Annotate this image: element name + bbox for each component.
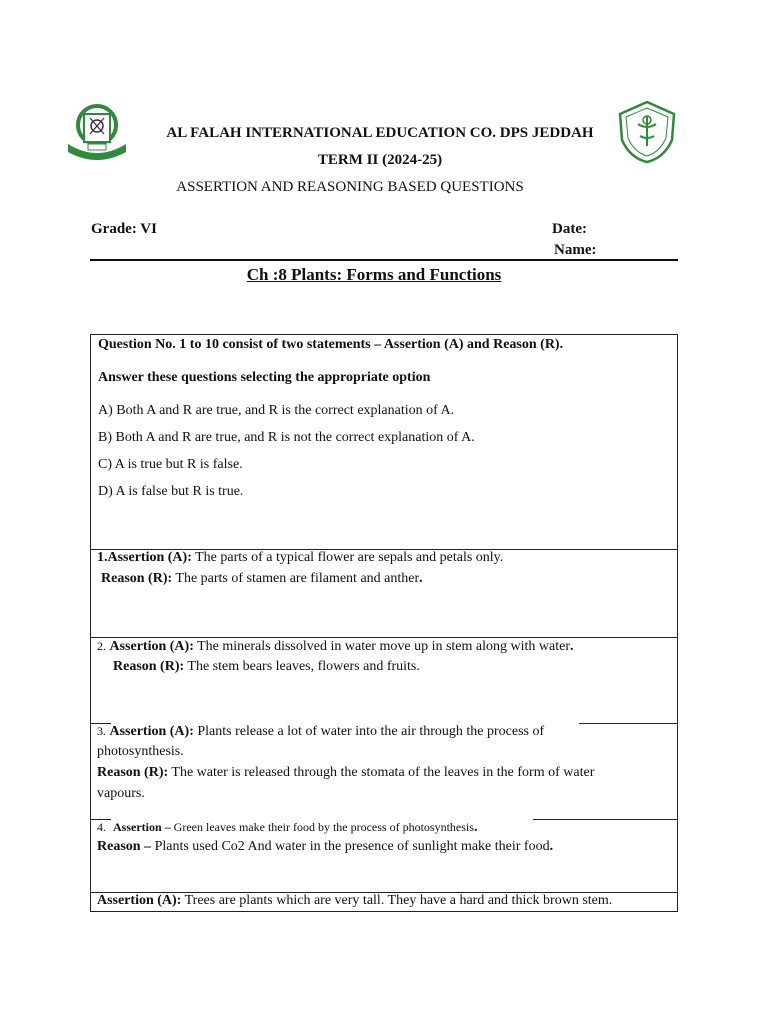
q4-reason: Reason – Plants used Co2 And water in the presence of sunlight make their food. xyxy=(97,839,554,854)
q3-assertion: 3. Assertion (A): Plants release a lot of water into the air through the process of xyxy=(97,724,545,739)
questions-table xyxy=(90,334,678,912)
question-3 xyxy=(91,723,677,819)
grade-label: Grade: VI xyxy=(91,221,157,237)
option-c: C) A is true but R is false. xyxy=(98,457,243,472)
worksheet-subtitle: ASSERTION AND REASONING BASED QUESTIONS xyxy=(176,179,524,195)
q2-assertion: 2. Assertion (A): The minerals dissolved in water move up in stem along with water. xyxy=(97,639,574,654)
q5-assertion: Assertion (A): Trees are plants which are very tall. They have a hard and thick brown stem. xyxy=(97,893,613,908)
option-b: B) Both A and R are true, and R is not the correct explanation of A. xyxy=(98,430,475,445)
q1-assertion: 1.Assertion (A): The parts of a typical flower are sepals and petals only. xyxy=(97,550,504,565)
q2-reason: Reason (R): The stem bears leaves, flowers and fruits. xyxy=(113,659,420,674)
q4-assertion: 4. Assertion – Green leaves make their food by the process of photosynthesis. xyxy=(97,820,478,835)
question-2 xyxy=(91,637,677,723)
question-1 xyxy=(91,549,677,637)
q3-reason: Reason (R): The water is released through the stomata of the leaves in the form of water xyxy=(97,765,595,780)
header-divider xyxy=(90,259,678,261)
instructions-line2: Answer these questions selecting the appropriate option xyxy=(98,370,431,385)
date-label: Date: xyxy=(552,221,587,237)
option-a: A) Both A and R are true, and R is the correct explanation of A. xyxy=(98,403,455,418)
instructions-line1: Question No. 1 to 10 consist of two statements – Assertion (A) and Reason (R). xyxy=(98,337,564,352)
term-title: TERM II (2024-25) xyxy=(317,152,443,168)
question-4 xyxy=(91,819,677,892)
name-label: Name: xyxy=(554,242,597,258)
school-name: AL FALAH INTERNATIONAL EDUCATION CO. DPS JEDDAH xyxy=(166,125,594,141)
q1-reason: Reason (R): The parts of stamen are filament and anther. xyxy=(101,571,423,586)
q3-reason-cont: vapours. xyxy=(97,786,145,801)
q3-assertion-cont: photosynthesis. xyxy=(97,744,184,759)
question-5 xyxy=(91,892,677,911)
option-d: D) A is false but R is true. xyxy=(98,484,244,499)
chapter-title: Ch :8 Plants: Forms and Functions xyxy=(246,265,502,284)
